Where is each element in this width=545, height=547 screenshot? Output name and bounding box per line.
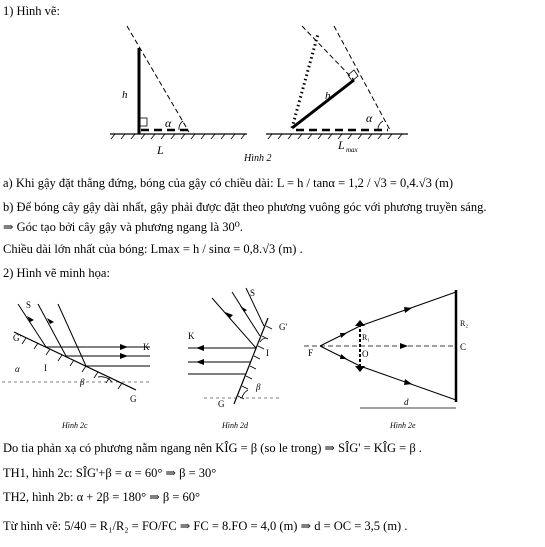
label-beta-2c: β — [80, 377, 85, 387]
label-R2-2e: R₂ — [460, 319, 469, 328]
figure-2c — [0, 292, 165, 434]
stick-tilted — [292, 80, 354, 128]
caption-hinh2: Hình 2 — [244, 153, 272, 164]
label-G1-2d: G' — [279, 322, 288, 332]
label-S-2d: S — [250, 288, 256, 298]
label-alpha-2c: α — [15, 364, 20, 374]
label-K-2d: K — [188, 331, 195, 341]
line-2: TH1, hình 2c: SÎG'+β = α = 60° ⇒ β = 30° — [3, 466, 217, 480]
line-c: ⇒ Góc tạo bởi cây gậy và phương ngang là 30⁰. — [3, 220, 243, 234]
label-I-2d: I — [266, 348, 269, 358]
label-I-2c: I — [44, 363, 47, 373]
label-alpha: α — [165, 116, 172, 130]
label-Lmax: L — [338, 138, 345, 152]
label-h2: h — [325, 90, 331, 102]
caption-2d: Hình 2d — [222, 421, 248, 430]
caption-2c: Hình 2c — [62, 421, 88, 430]
line-d: Chiều dài lớn nhất của bóng: Lmax = h / sinα = 0,8.√3 (m) . — [3, 242, 303, 256]
label-h: h — [122, 89, 128, 101]
line-4: Từ hình vẽ: 5/40 = R₁/R₂ = FO/FC ⇒ FC = 8.FO = 4,0 (m) ⇒ d = OC = 3,5 (m) . — [3, 519, 408, 533]
label-L: L — [157, 143, 164, 157]
label-G-2d: G — [218, 399, 225, 409]
line-a: a) Khi gậy đặt thẳng đứng, bóng của gậy có chiều dài: L = h / tanα = 1,2 / √3 = 0,4.√3 (m) — [3, 176, 454, 190]
figure-2d — [180, 282, 300, 434]
line-1: Do tia phản xạ có phương nằm ngang nên KÎG = β (so le trong) ⇒ SÎG' = KÎG = β . — [3, 441, 422, 455]
line-3: TH2, hình 2b: α + 2β = 180° ⇒ β = 60° — [3, 490, 200, 504]
label-d-2e: d — [404, 397, 409, 407]
label-alpha2: α — [366, 111, 373, 125]
figure-vertical-stick — [105, 22, 255, 162]
label-G-2c: G — [130, 394, 137, 404]
line-b: b) Để bóng cây gậy dài nhất, gậy phải được đặt theo phương vuông góc với phương truyền sáng. — [3, 200, 487, 214]
label-G1-2c: G' — [13, 333, 22, 343]
section2-heading: 2) Hình vẽ minh họa: — [3, 266, 110, 280]
label-R1-2e: R₁ — [362, 333, 371, 342]
figure-tilted-stick — [262, 18, 412, 158]
section1-heading: 1) Hình vẽ: — [3, 4, 60, 18]
label-Lmax-sub: max — [346, 146, 358, 154]
figure-2e — [300, 282, 480, 434]
caption-2e: Hình 2e — [390, 421, 416, 430]
label-F-2e: F — [308, 348, 314, 358]
mirror-2d — [234, 318, 268, 404]
label-beta-2d: β — [256, 382, 261, 392]
label-C-2e: C — [460, 342, 467, 352]
label-K-2c: K — [143, 342, 150, 352]
label-O-2e: O — [362, 349, 369, 359]
label-S-2c: S — [26, 300, 32, 310]
